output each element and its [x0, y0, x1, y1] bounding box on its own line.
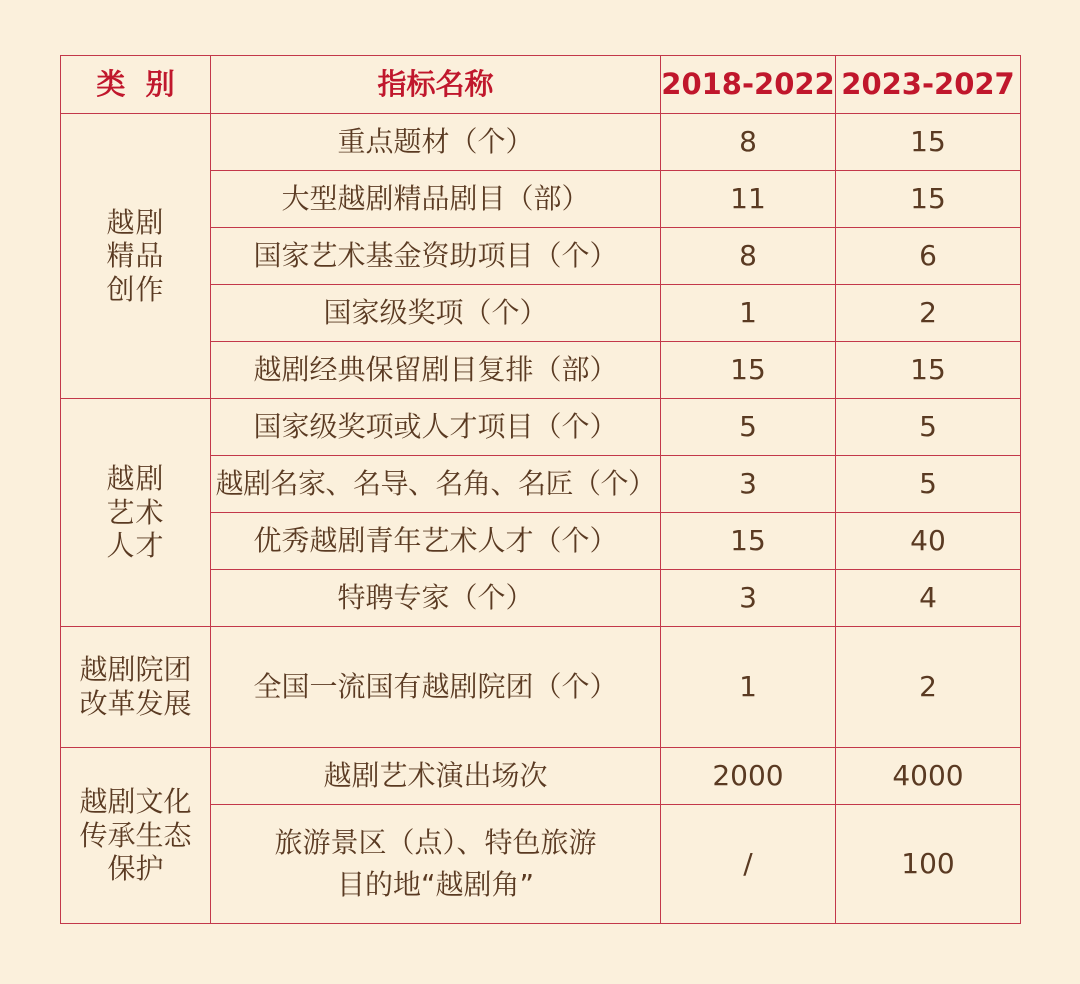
value-2023-2027: 6 [836, 228, 1021, 285]
indicator-name-cell: 特聘专家（个） [211, 570, 661, 627]
indicator-name-cell: 越剧艺术演出场次 [211, 748, 661, 805]
indicator-name-cell: 国家艺术基金资助项目（个） [211, 228, 661, 285]
value-2023-2027: 15 [836, 342, 1021, 399]
indicator-name-cell: 国家级奖项（个） [211, 285, 661, 342]
indicator-name-cell: 越剧经典保留剧目复排（部） [211, 342, 661, 399]
value-2018-2022: 11 [661, 171, 836, 228]
category-label: 越剧文化 传承生态 保护 [79, 785, 192, 886]
indicator-name-cell [211, 805, 661, 924]
category-label: 越剧 艺术 人才 [106, 462, 165, 563]
value-2023-2027: 2 [836, 627, 1021, 748]
value-2023-2027: 15 [836, 114, 1021, 171]
value-2018-2022: 15 [661, 513, 836, 570]
value-2023-2027: 40 [836, 513, 1021, 570]
table-row [61, 748, 1021, 805]
header-period-2018-2022: 2018-2022 [661, 56, 836, 114]
value-2018-2022: 3 [661, 456, 836, 513]
table-row [61, 627, 1021, 748]
value-2023-2027: 15 [836, 171, 1021, 228]
category-cell [61, 399, 211, 627]
indicator-name-cell: 重点题材（个） [211, 114, 661, 171]
value-2023-2027: 2 [836, 285, 1021, 342]
category-cell [61, 627, 211, 748]
value-2023-2027: 100 [836, 805, 1021, 924]
indicator-name-cell: 国家级奖项或人才项目（个） [211, 399, 661, 456]
category-cell [61, 748, 211, 924]
value-2023-2027: 5 [836, 399, 1021, 456]
indicator-name-cell: 大型越剧精品剧目（部） [211, 171, 661, 228]
indicator-table [60, 55, 1021, 924]
value-2018-2022: 8 [661, 228, 836, 285]
value-2018-2022: 15 [661, 342, 836, 399]
indicator-name-cell: 全国一流国有越剧院团（个） [211, 627, 661, 748]
header-row [61, 56, 1021, 114]
header-category: 类 别 [61, 56, 211, 114]
indicator-name-label: 旅游景区（点）、特色旅游 目的地“越剧角” [274, 826, 597, 901]
value-2018-2022: 1 [661, 627, 836, 748]
category-label: 越剧 精品 创作 [106, 205, 165, 306]
value-2023-2027: 4000 [836, 748, 1021, 805]
value-2018-2022: / [661, 805, 836, 924]
header-period-2023-2027: 2023-2027 [836, 56, 1021, 114]
value-2018-2022: 3 [661, 570, 836, 627]
value-2018-2022: 2000 [661, 748, 836, 805]
value-2018-2022: 8 [661, 114, 836, 171]
value-2023-2027: 4 [836, 570, 1021, 627]
value-2018-2022: 5 [661, 399, 836, 456]
header-indicator-name: 指标名称 [211, 56, 661, 114]
table-row [61, 114, 1021, 171]
value-2023-2027: 5 [836, 456, 1021, 513]
indicator-name-cell: 优秀越剧青年艺术人才（个） [211, 513, 661, 570]
category-cell [61, 114, 211, 399]
table-row [61, 399, 1021, 456]
indicator-name-cell: 越剧名家、名导、名角、名匠（个） [211, 456, 661, 513]
category-label: 越剧院团 改革发展 [79, 653, 192, 720]
value-2018-2022: 1 [661, 285, 836, 342]
